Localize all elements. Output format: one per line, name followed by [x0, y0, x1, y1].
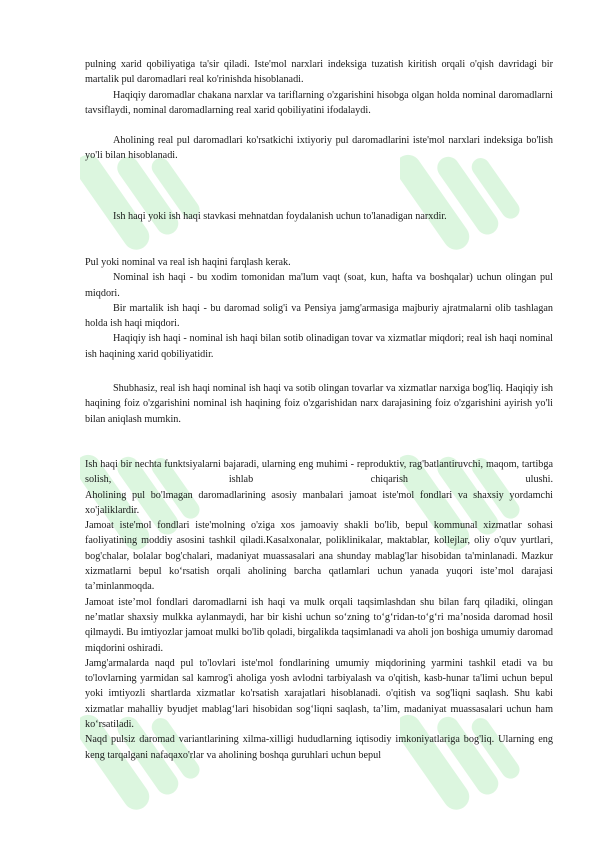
paragraph: Ish haqi yoki ish haqi stavkasi mehnatdan foydalanish uchun to'lanadigan narxdir.: [113, 211, 447, 222]
paragraph-group: [85, 133, 553, 164]
paragraph: Aholining pul bo'lmagan daromadlarining asosiy manbalari jamoat iste'mol fondlari va shaxsiy yordamchi xo'jaliklardir.: [85, 489, 553, 516]
paragraph-group: [85, 255, 553, 362]
paragraph: Naqd pulsiz daromad variantlarining xilma-xilligi hududlarning iqtisodiy imkoniyatlariga bog'liq. Ularning eng keng tarqalgani nafaqaxo'rlar va aholining boshqa guruhlari uchun bepul: [85, 734, 553, 761]
paragraph-group: [85, 57, 553, 118]
paragraph: Haqiqiy ish haqi - nominal ish haqi bilan sotib olinadigan tovar va xizmatlar miqdori; real ish haqi nominal ish haqining xarid qobiliyatidir.: [85, 333, 553, 360]
paragraph: Ish haqi bir nechta funktsiyalarni bajaradi, ularning eng muhimi - reproduktiv, rag'batlantiruvchi, maqom, tartibga solish, ishlab chiqarish ulushi.: [85, 459, 553, 486]
paragraph: Jamoat iste’mol fondlari daromadlarni ish haqi va mulk orqali taqsimlashdan shu bilan farq qiladiki, olingan ne’matlar shaxsiy mulkka aylanmaydi, har bir kishi uchun so‘zning to‘g‘ridan-to‘g‘ri ma’nosida daromad hosil qilmaydi. Bu imtiyozlar jamoat mulki bo'lib qoladi, birgalikda taqsimlanadi va aholi jon boshiga umumiy daromad miqdorini oshiradi.: [85, 596, 553, 654]
paragraph: Pul yoki nominal va real ish haqini farqlash kerak.: [85, 257, 291, 268]
paragraph-group: [85, 209, 553, 224]
paragraph: Aholining real pul daromadlari ko'rsatkichi ixtiyoriy pul daromadlarini iste'mol narxlari indeksiga bo'lish yo'li bilan hisoblanadi.: [85, 135, 553, 162]
paragraph: Jamg'armalarda naqd pul to'lovlari iste'mol fondlarining umumiy miqdorining yarmini tashkil etadi va bu to'lovlarning yarmidan sal kamrog'i aholiga yosh avlodni tarbiyalash va o'qitish, kasb-hunar ta'limi uchun bepul yoki imtiyozli shartlarda xizmatlar ko'rsatish xarajatlari hisoblanadi. o'qitish va sog'liqni saqlash. Shu kabi xizmatlar mahalliy byudjet mablag‘lari hisobidan sog‘liqni saqlash, ta’lim, madaniyat muassasalari uchun ham ko‘rsatiladi.: [85, 657, 553, 731]
paragraph: Haqiqiy daromadlar chakana narxlar va tariflarning o'zgarishini hisobga olgan holda nominal daromadlarni tavsiflaydi, nominal daromadlarning real xarid qobiliyatini ifodalaydi.: [85, 89, 553, 116]
paragraph: Shubhasiz, real ish haqi nominal ish haqi va sotib olingan tovarlar va xizmatlar narxiga bog'liq. Haqiqiy ish haqining foiz o'zgarishini nominal ish haqining foiz o'zgarishidan narx darajasining foiz o'zgarishini ayirish yo'li bilan aniqlash mumkin.: [85, 383, 553, 425]
paragraph: Jamoat iste'mol fondlari iste'molning o'ziga xos jamoaviy shakli bo'lib, bepul kommunal xizmatlar sohasi faoliyatining moddiy asosini tashkil qiladi.Kasalxonalar, poliklinikalar, maktablar, kollejlar, oliy o'quv yurtlari, bog'chalar, bolalar bog'chalari, madaniyat muassasalari ana shunday mablag'lar hisobidan ta'minlanadi. Mazkur xizmatlarni bepul ko‘rsatish orqali aholining barcha qatlamlari uchun yanada yuqori iste’mol darajasi ta’minlanmoqda.: [85, 520, 553, 593]
paragraph: pulning xarid qobiliyatiga ta'sir qiladi. Iste'mol narxlari indeksiga tuzatish kiritish orqali o'qish davridagi bir martalik pul daromadlari real ko'rinishda hisoblanadi.: [85, 59, 553, 86]
paragraph: Nominal ish haqi - bu xodim tomonidan ma'lum vaqt (soat, kun, hafta va boshqalar) uchun olingan pul miqdori.: [85, 272, 553, 299]
paragraph-group: [85, 381, 553, 427]
paragraph: Bir martalik ish haqi - bu daromad solig'i va Pensiya jamg'armasiga majburiy ajratmalarni olib tashlagan holda ish haqi miqdori.: [85, 302, 553, 330]
paragraph-group: [85, 457, 553, 763]
